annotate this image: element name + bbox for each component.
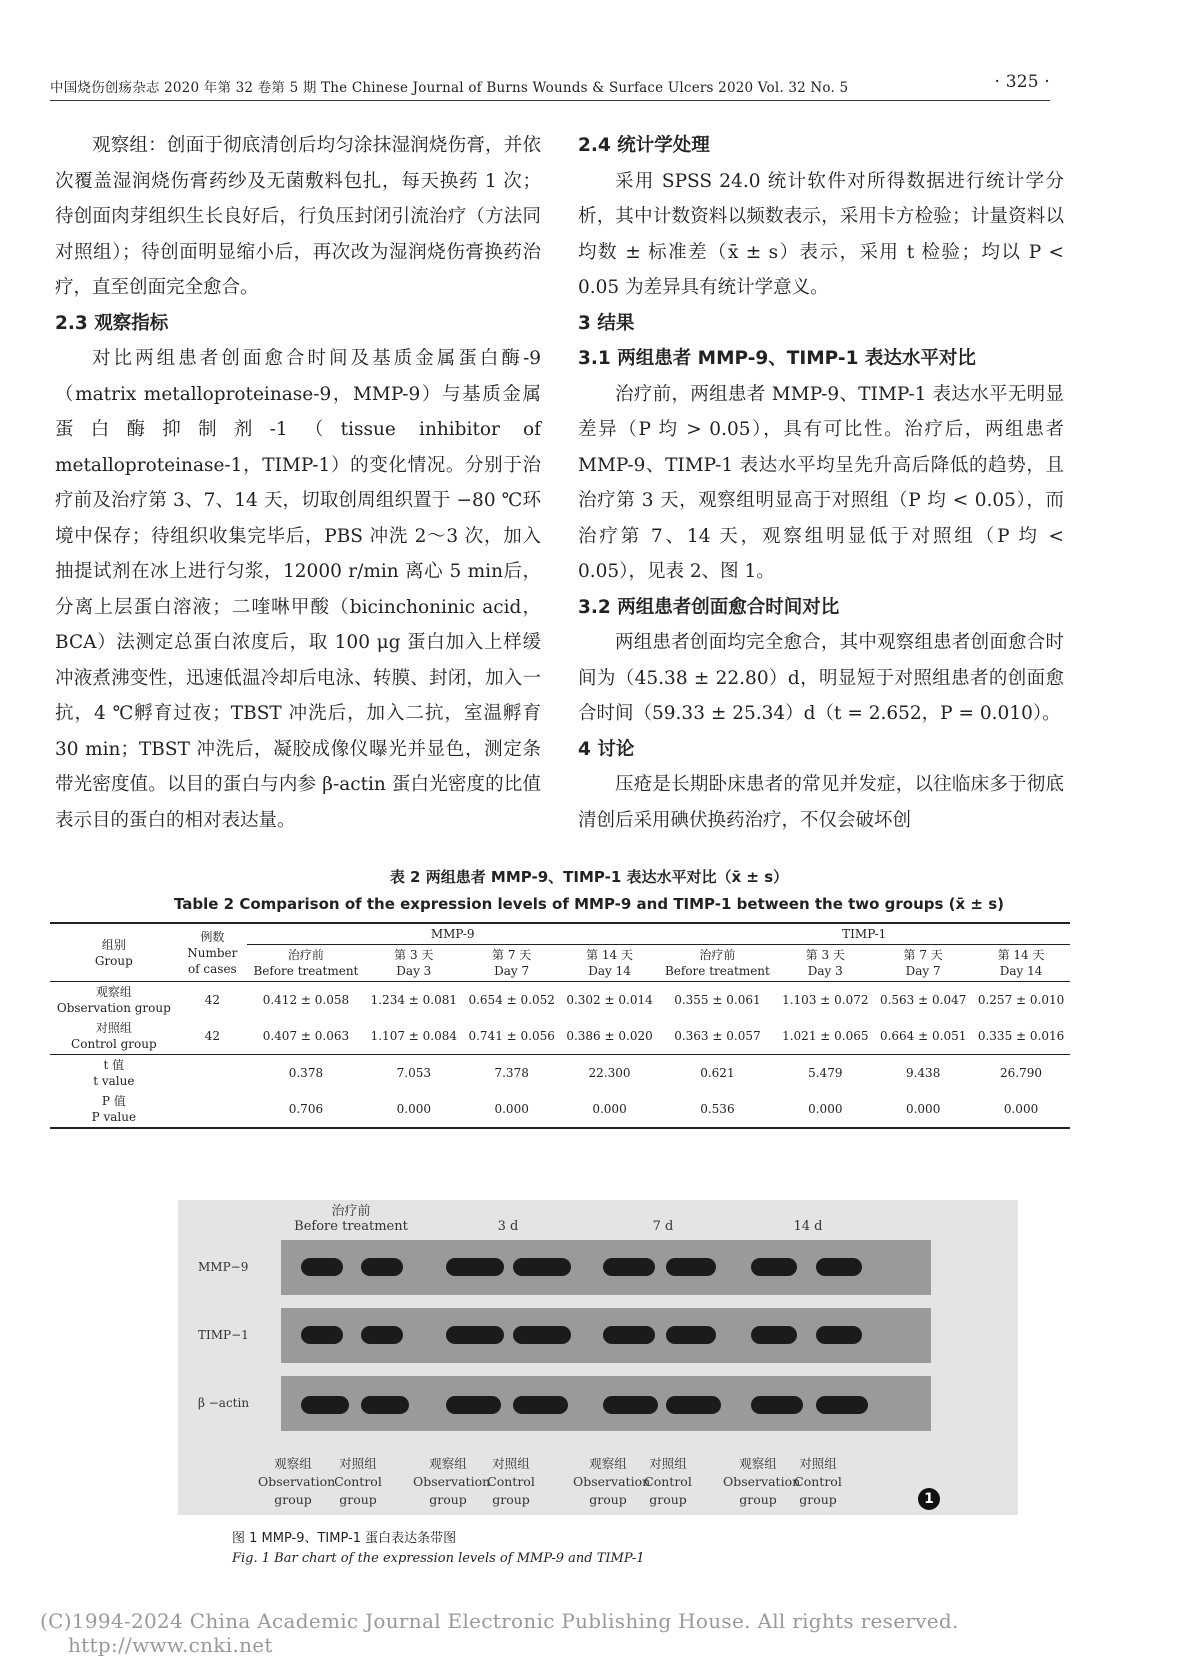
paragraph-healing-time: 两组患者创面均完全愈合，其中观察组患者创面愈合时间为（45.38 ± 22.80）d，明显短于对照组患者的创面愈合时间（59.33 ± 25.34）d（t = 2.652，P = 0.010）。: [578, 632, 1064, 724]
cell-value: 9.438: [905, 1066, 941, 1080]
timepoint-label: [281, 1204, 421, 1234]
protein-band: [513, 1258, 571, 1276]
lane-label-observation: [413, 1455, 491, 1509]
blot-membrane-strip: [281, 1376, 931, 1431]
cell-value: 0.664 ± 0.051: [879, 1029, 967, 1043]
section-heading-2-3: 2.3 观察指标: [55, 312, 169, 334]
lane-label-line: 对照组: [649, 1456, 687, 1471]
subheader-2: [463, 945, 561, 982]
cell-value: 0.355 ± 0.061: [674, 993, 761, 1007]
lane-label-control: [633, 1455, 703, 1509]
protein-band: [446, 1258, 504, 1276]
row-label: [50, 982, 178, 1019]
subheader-en: Day 3: [807, 964, 843, 978]
lane-label-line: group: [339, 1492, 377, 1507]
protein-band: [361, 1258, 403, 1276]
protein-band: [301, 1326, 343, 1344]
protein-band: [816, 1396, 868, 1414]
cell-value: 0.000: [494, 1102, 529, 1116]
subheader-zh: 第 7 天: [492, 948, 532, 962]
subheader-en: Day 3: [396, 964, 432, 978]
row-label-zh: t 值: [103, 1058, 125, 1072]
table-row: [50, 1055, 1070, 1092]
subheader-zh: 第 3 天: [805, 948, 845, 962]
cell-value: 0.741 ± 0.056: [468, 1029, 555, 1043]
lane-label-line: Observation: [723, 1474, 801, 1489]
timepoint-zh: [738, 1204, 878, 1219]
cell-value: 7.053: [396, 1066, 431, 1080]
subheader-1: [365, 945, 463, 982]
figure-caption-en: Fig. 1 Bar chart of the expression levels of MMP-9 and TIMP-1: [232, 1551, 645, 1566]
blot-membrane-strip: [281, 1308, 931, 1363]
header-mmp9: MMP-9: [247, 923, 658, 945]
cell-value: 0.412 ± 0.058: [262, 993, 350, 1007]
figure-caption-zh: 图 1 MMP-9、TIMP-1 蛋白表达条带图: [232, 1531, 457, 1546]
lane-label-line: group: [492, 1492, 530, 1507]
subheader-en: Before treatment: [253, 964, 359, 978]
protein-band: [301, 1258, 343, 1276]
lane-label-line: Control: [487, 1474, 535, 1489]
header-number-zh: 例数: [200, 929, 225, 944]
paragraph-results-mmp: 治疗前，两组患者 MMP-9、TIMP-1 表达水平无明显差异（P 均 > 0.05），具有可比性。治疗后，两组患者 MMP-9、TIMP-1 表达水平均呈先升高后降低的趋势，且治疗第 3 天，观察组明显高于对照组（P 均 < 0.05），而治疗第 7、14 天，观察组明显低于对照组（P 均 < 0.05），见表 2、图 1。: [578, 383, 1064, 582]
section-heading-3-2: 3.2 两组患者创面愈合时间对比: [578, 596, 840, 618]
protein-band: [603, 1258, 655, 1276]
lane-label-line: 对照组: [339, 1456, 377, 1471]
row-label: [50, 1018, 178, 1055]
cell-value: 7.378: [494, 1066, 529, 1080]
subheader-0: [247, 945, 365, 982]
subheader-7: [972, 945, 1070, 982]
protein-band: [301, 1396, 349, 1414]
protein-band: [666, 1258, 716, 1276]
cell-value: 0.000: [905, 1102, 941, 1116]
cell-value: 0.621: [700, 1066, 735, 1080]
cell-value: 0.000: [1003, 1102, 1039, 1116]
timepoint-label: [593, 1204, 733, 1234]
cell-value: 0.386 ± 0.020: [566, 1029, 653, 1043]
header-group-zh: 组别: [101, 937, 126, 952]
western-blot-figure: [178, 1200, 1018, 1515]
subheader-en: Day 7: [494, 964, 530, 978]
row-label: [50, 1091, 178, 1128]
protein-band: [603, 1326, 655, 1344]
cell-value: 1.234 ± 0.081: [370, 993, 457, 1007]
cell-value: 0.257 ± 0.010: [977, 993, 1065, 1007]
subheader-zh: 第 14 天: [586, 948, 633, 962]
protein-band: [361, 1326, 403, 1344]
lane-label-line: Observation: [573, 1474, 651, 1489]
cell-number: 42: [204, 993, 220, 1007]
subheader-zh: 治疗前: [699, 948, 736, 962]
lane-label-line: group: [429, 1492, 467, 1507]
cell-value: 0.000: [592, 1102, 627, 1116]
lane-label-line: 观察组: [589, 1456, 627, 1471]
cell-number: [178, 1055, 247, 1092]
subheader-zh: 第 14 天: [997, 948, 1045, 962]
blot-membrane-strip: [281, 1240, 931, 1295]
lane-label-line: Observation: [413, 1474, 491, 1489]
protein-band: [446, 1396, 501, 1414]
lane-label-line: Control: [794, 1474, 842, 1489]
subheader-en: Before treatment: [664, 964, 770, 978]
timepoint-en: 14 d: [793, 1219, 823, 1234]
protein-band: [666, 1396, 721, 1414]
timepoint-zh: [438, 1204, 578, 1219]
paragraph-discussion: 压疮是长期卧床患者的常见并发症，以往临床多于彻底清创后采用碘伏换药治疗，不仅会破坏创: [578, 774, 1064, 831]
lane-label-control: [476, 1455, 546, 1509]
figure-number-badge: 1: [918, 1488, 940, 1510]
cell-value: 0.335 ± 0.016: [977, 1029, 1065, 1043]
cell-value: 0.000: [396, 1102, 431, 1116]
cnki-url[interactable]: http://www.cnki.net: [68, 1633, 273, 1657]
lane-label-control: [783, 1455, 853, 1509]
subheader-en: Day 14: [999, 964, 1043, 978]
row-label: [50, 1055, 178, 1092]
blot-row-label: TIMP−1: [198, 1328, 249, 1342]
row-label-zh: 观察组: [95, 985, 132, 999]
paragraph-observation-group: 观察组：创面于彻底清创后均匀涂抹湿润烧伤膏，并依次覆盖湿润烧伤膏药纱及无菌敷料包扎，每天换药 1 次；待创面肉芽组织生长良好后，行负压封闭引流治疗（方法同对照组）；待创面明显缩小后，再次改为湿润烧伤膏换药治疗，直至创面完全愈合。: [55, 135, 541, 298]
protein-band: [751, 1258, 797, 1276]
subheader-zh: 第 7 天: [903, 948, 943, 962]
footer: [40, 1609, 1178, 1657]
lane-label-observation: [258, 1455, 336, 1509]
timepoint-label: [738, 1204, 878, 1234]
header-group: [50, 923, 178, 982]
protein-band: [816, 1258, 862, 1276]
row-label-en: P value: [91, 1110, 137, 1124]
table-2: [50, 922, 1070, 1129]
subheader-zh: 第 3 天: [394, 948, 434, 962]
paragraph-observation-indicators: 对比两组患者创面愈合时间及基质金属蛋白酶-9（matrix metalloproteinase-9，MMP-9）与基质金属蛋白酶抑制剂-1（tissue inhibitor of metalloproteinase-1，TIMP-1）的变化情况。分别于治疗前及治疗第 3、7、14 天，切取创周组织置于 −80 ℃环境中保存；待组织收集完毕后，PBS 冲洗 2～3 次，加入抽提试剂在冰上进行匀浆，12000 r/min 离心 5 min后，分离上层蛋白溶液；二喹啉甲酸（bicinchoninic acid，BCA）法测定总蛋白浓度后，取 100 μg 蛋白加入上样缓冲液煮沸变性，迅速低温冷却后电泳、转膜、封闭，加入一抗，4 ℃孵育过夜；TBST 冲洗后，加入二抗，室温孵育 30 min；TBST 冲洗后，凝胶成像仪曝光并显色，测定条带光密度值。以目的蛋白与内参 β-actin 蛋白光密度的比值表示目的蛋白的相对表达量。: [55, 348, 541, 831]
section-heading-4: 4 讨论: [578, 738, 635, 760]
protein-band: [513, 1396, 568, 1414]
protein-band: [513, 1326, 571, 1344]
lane-label-line: 观察组: [429, 1456, 467, 1471]
cell-value: 0.563 ± 0.047: [879, 993, 967, 1007]
lane-label-line: Observation: [258, 1474, 336, 1489]
lane-label-line: Control: [644, 1474, 692, 1489]
cell-value: 0.378: [288, 1066, 324, 1080]
table-row: [50, 982, 1070, 1019]
timepoint-zh: 治疗前: [331, 1204, 371, 1219]
cell-value: 26.790: [1000, 1066, 1043, 1080]
section-heading-3-1: 3.1 两组患者 MMP-9、TIMP-1 表达水平对比: [578, 348, 976, 369]
lane-label-line: 对照组: [799, 1456, 837, 1471]
protein-band: [751, 1396, 803, 1414]
header-number: [178, 923, 247, 982]
cell-value: 0.706: [288, 1102, 324, 1116]
row-label-en: Observation group: [56, 1001, 171, 1015]
subheader-5: [776, 945, 874, 982]
section-heading-3: 3 结果: [578, 312, 635, 334]
header-rule: [50, 100, 1050, 101]
timepoint-en: Before treatment: [294, 1219, 408, 1234]
protein-band: [816, 1326, 862, 1344]
row-label-en: t value: [93, 1074, 135, 1088]
lane-label-line: 观察组: [739, 1456, 777, 1471]
protein-band: [446, 1326, 504, 1344]
cell-value: 0.407 ± 0.063: [262, 1029, 350, 1043]
subheader-3: [561, 945, 659, 982]
table-caption-en: Table 2 Comparison of the expression levels of MMP-9 and TIMP-1 between the two groups (x̄ ± s): [173, 895, 1004, 913]
left-column: [55, 128, 541, 838]
cell-value: 1.103 ± 0.072: [782, 993, 869, 1007]
timepoint-label: [438, 1204, 578, 1234]
running-header: [50, 72, 1050, 96]
right-column: [578, 128, 1064, 838]
row-label-en: Control group: [71, 1037, 157, 1051]
table-row: [50, 1091, 1070, 1128]
cell-number: [178, 1091, 247, 1128]
cell-value: 1.107 ± 0.084: [370, 1029, 457, 1043]
subheader-en: Day 7: [905, 964, 941, 978]
protein-band: [361, 1396, 409, 1414]
cell-value: 22.300: [588, 1066, 631, 1080]
copyright-notice: (C)1994-2024 China Academic Journal Electronic Publishing House. All rights reserved.: [40, 1609, 959, 1633]
cell-value: 0.654 ± 0.052: [468, 993, 555, 1007]
paragraph-statistics: 采用 SPSS 24.0 统计软件对所得数据进行统计学分析，其中计数资料以频数表示，采用卡方检验；计量资料以均数 ± 标准差（x̄ ± s）表示，采用 t 检验；均以 P < 0.05 为差异具有统计学意义。: [578, 170, 1064, 298]
header-group-en: Group: [94, 953, 133, 968]
subheader-zh: 治疗前: [287, 948, 324, 962]
protein-band: [666, 1326, 716, 1344]
section-heading-2-4: 2.4 统计学处理: [578, 135, 710, 156]
subheader-6: [874, 945, 972, 982]
cell-value: 1.021 ± 0.065: [782, 1029, 869, 1043]
row-label-zh: 对照组: [95, 1021, 132, 1035]
lane-label-line: group: [274, 1492, 312, 1507]
lane-label-line: group: [589, 1492, 627, 1507]
table-row: [50, 1018, 1070, 1055]
cell-value: 0.302 ± 0.014: [566, 993, 653, 1007]
lane-label-line: group: [739, 1492, 777, 1507]
subheader-4: [658, 945, 776, 982]
protein-band: [751, 1326, 797, 1344]
page-number: · 325 ·: [994, 72, 1050, 92]
row-label-zh: P 值: [101, 1094, 126, 1108]
lane-label-line: 对照组: [492, 1456, 530, 1471]
cell-value: 5.479: [808, 1066, 843, 1080]
cell-value: 0.536: [700, 1102, 735, 1116]
table-caption-zh: 表 2 两组患者 MMP-9、TIMP-1 表达水平对比（x̄ ± s）: [389, 868, 789, 886]
cell-value: 0.000: [808, 1102, 843, 1116]
lane-label-line: group: [649, 1492, 687, 1507]
header-timp1: TIMP-1: [658, 923, 1070, 945]
lane-label-line: Control: [334, 1474, 382, 1489]
timepoint-en: 7 d: [652, 1219, 674, 1234]
cell-number: 42: [204, 1029, 220, 1043]
subheader-en: Day 14: [588, 964, 631, 978]
blot-row-label: β −actin: [198, 1396, 250, 1410]
header-number-en: Number of cases: [187, 945, 238, 976]
lane-label-control: [323, 1455, 393, 1509]
journal-title: 中国烧伤创疡杂志 2020 年第 32 卷第 5 期 The Chinese Journal of Burns Wounds & Surface Ulcers 2020 Vol. 32 No. 5: [50, 80, 849, 96]
blot-row-label: MMP−9: [198, 1260, 249, 1274]
timepoint-en: 3 d: [497, 1219, 519, 1234]
cell-value: 0.363 ± 0.057: [674, 1029, 761, 1043]
lane-label-line: group: [799, 1492, 837, 1507]
timepoint-zh: [593, 1204, 733, 1219]
protein-band: [603, 1396, 658, 1414]
lane-label-line: 观察组: [274, 1456, 312, 1471]
